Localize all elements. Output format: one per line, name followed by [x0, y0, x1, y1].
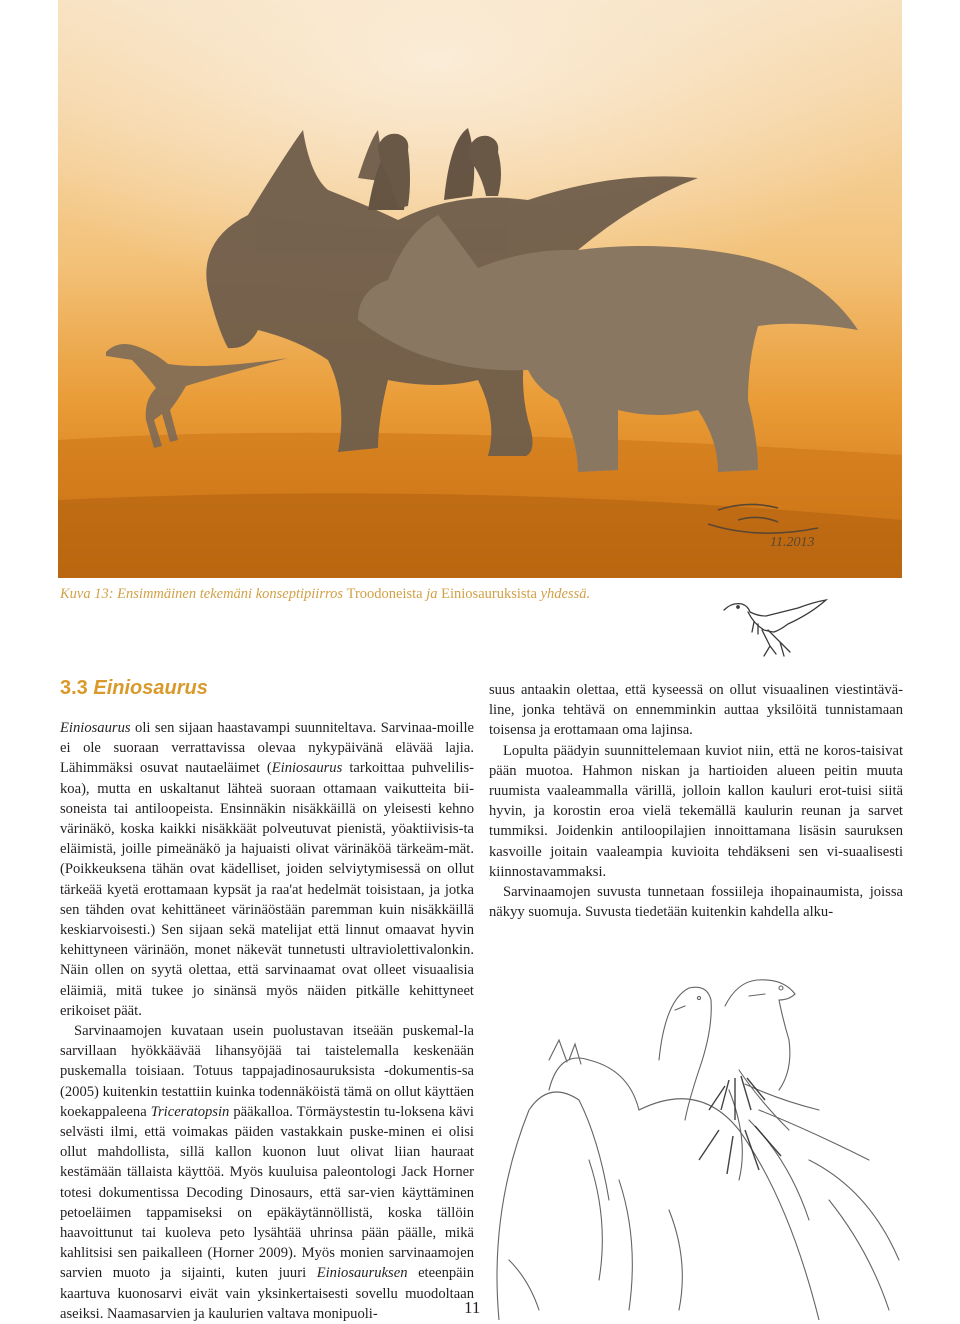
concept-illustration: [58, 0, 902, 578]
section-heading: [60, 677, 208, 700]
left-text-column: [60, 718, 474, 1324]
pencil-sketch-troodons-einiosaurus: [489, 960, 909, 1320]
italic-text-run: Einiosaurus: [271, 760, 343, 777]
text-run: eteenpäin kaartuva kuonosarvi eivät vain yksinkertaisesti sovellu muodoltaan aseiksi. Naamasarvien ja kaulurien valtava monipuoli-: [60, 1265, 474, 1322]
text-run: Sarvinaamojen kuvataan usein puolustavan itseään puskemal-la sarvillaan hyökkäävää lihansyöjää tai taistelemalla keskenään puskemalla toisiaan. Totuus tappajadinosauruksista -dokumentis-sa (2005) kuitenkin testattiin kuinka todennäköistä tämä on ollut käyttäen koekappaleena: [60, 1023, 474, 1120]
text-run: pääkalloa. Törmäystestin tu-loksena kävi selvästi ilmi, että voimakas päiden vastakkain puske-minen ei olisi ollut mahdollista, sillä kallon kuonon luut olivat liian hauraat kestämään tällaista käyttöä. Myös kuuluisa paleontologi Jack Horner totesi dokumentissa Decoding Dinosaurs, että sar-vien käyttäminen petoeläimen tappamiseksi on epäkäytännöllistä, koska tällöin haavoittunut tai kuoleva peto lysähtää uhrinsa pään päälle, mikä kahlitsisi sen paikalleen (Horner 2009). Myös monien sarvinaamojen sarvien muoto ja sijainti, kuten juuri: [60, 1103, 474, 1282]
signature-date: 11.2013: [770, 535, 815, 550]
troodon-margin-sketch: [718, 592, 828, 662]
body-paragraph: [489, 741, 903, 882]
text-run: tarkoittaa puhvelilis-koa), mutta en uskaltanut lähteä suoraan ottamaan vaikutteita bii-soneista tai antiloopeista. Ensinnäkin nisäkkäillä on yleisesti kehno värinäkö, koska kaikki nisäkkäät polveutuvat pienistä, yöaktiivisis-ta eläimistä, joille pimeänäkö ja hajuaisti olivat värinäköä tärkeäm-mät. (Poikkeuksena tähän ovat kädelliset, joiden selviytymisessä on ollut tärkeää kyetä erottamaan kypsät ja raa'at hedelmät toisistaan, ja jotka sen tähden ovat kehittäneet värinäöstään paremman kuin nisäkkäillä keskiarvoisesti.) Sen sijaan sekä matelijat että linnut omaavat hyvin kehittyneen värinäön, monet näkevät tunnetusti ultraviolettivalonkin. Näin ollen on syytä olettaa, että sarvinaamat ovat olleet visuaalisia eläimiä, mitä tukee jo sinänsä myös näiden pitkälle kehittyneet erikoiset päät.: [60, 760, 474, 1019]
italic-text-run: yhdessä.: [540, 586, 591, 602]
section-number: 3.3: [60, 677, 88, 699]
concept-painting-troodons-einiosaurus: [58, 0, 902, 578]
body-paragraph: [60, 718, 474, 1021]
text-run: Troodoneista: [346, 586, 427, 602]
section-title: Einiosaurus: [93, 677, 208, 699]
italic-text-run: Kuva 13: Ensimmäinen tekemäni konseptipiirros: [60, 586, 347, 602]
body-paragraph: [489, 882, 903, 922]
italic-text-run: Einiosaurus: [60, 720, 131, 736]
text-run: Lopulta päädyin suunnittelemaan kuviot niin, että ne koros-taisivat pään muotoa. Hahmon niskan ja hartioiden alueen peitin muuta ruumista vaaleammalla värillä, jolloin kallon kauluri erot-tuisi siitä hyvin, ja korostin eroa vielä tekemällä kaulurin reunan ja sarvet tummiksi. Joidenkin antiloopilajien innoittamana lisäsin sauruksen kasvoille joitain vaaleampia kuvioita tehdäkseni sen vi-suaalisesti kiinnostavammaksi.: [489, 742, 903, 880]
body-paragraph: [489, 680, 903, 741]
body-paragraph: [60, 1021, 474, 1324]
page-number: 11: [464, 1298, 481, 1317]
italic-text-run: ja: [426, 586, 442, 602]
text-run: oli sen sijaan haastavampi suunniteltava. Sarvinaa-moille ei ole suoraan verrattavissa olevaa nykypäivänä elävää lajia. Lähimmäksi osuvat nautaeläimet (: [60, 720, 474, 777]
text-run: Sarvinaamojen suvusta tunnetaan fossiileja ihopainaumista, joissa näkyy suomuja. Suvusta tiedetään kuitenkin kahdella alku-: [489, 884, 903, 921]
right-text-column: [489, 680, 903, 922]
italic-text-run: Triceratopsin: [150, 1103, 230, 1120]
text-run: suus antaakin olettaa, että kyseessä on ollut visuaalinen viestintävä-line, jonka tehtävä on ennemminkin auttaa yksilöitä tunnistamaan toisensa ja erottamaan oma lajinsa.: [489, 682, 903, 739]
italic-text-run: Einiosauruksen: [316, 1265, 408, 1282]
text-run: Einiosauruksista: [441, 586, 541, 602]
